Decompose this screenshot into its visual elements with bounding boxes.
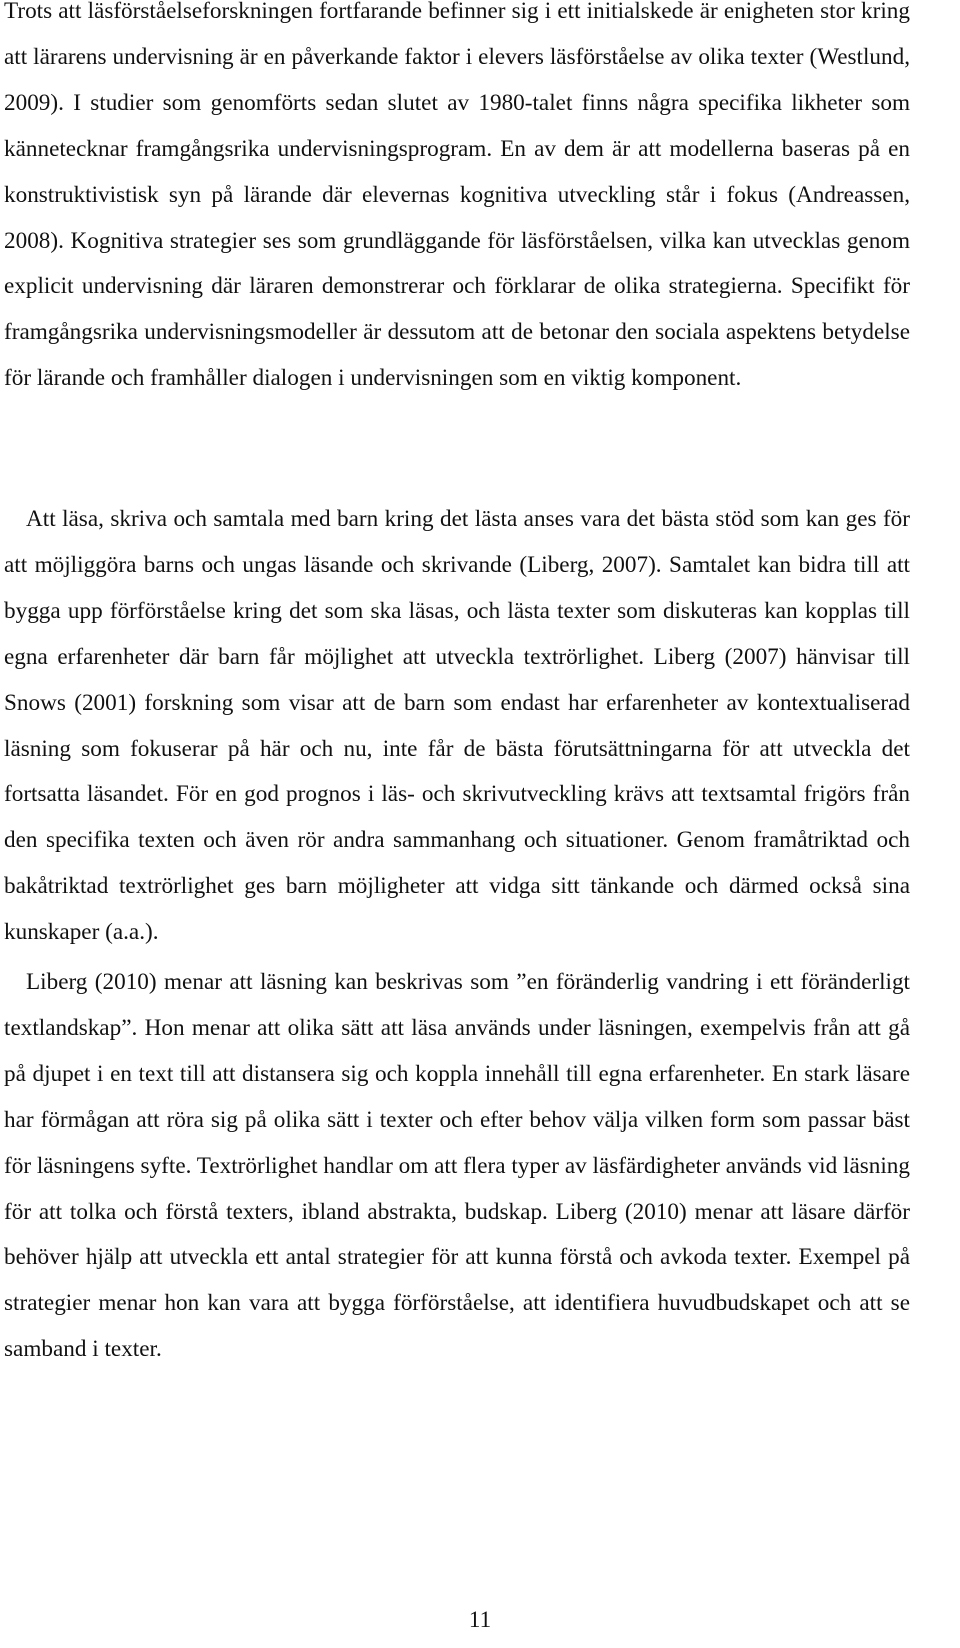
body-paragraph-2: Att läsa, skriva och samtala med barn kring det lästa anses vara det bästa stöd som kan ges för att möjliggöra barns och ungas läsande och skrivande (Liberg, 2007). Samtalet kan bidra till att bygga upp förförståelse kring det som ska läsas, och lästa texter som diskuteras kan kopplas till egna erfarenheter där barn får möjlighet att utveckla textrörlighet. Liberg (2007) hänvisar till Snows (2001) forskning som visar att de barn som endast har erfarenheter av kontextualiserad läsning som fokuserar på här och nu, inte får de bästa förutsättningarna för att utveckla det fortsatta läsandet. För en god prognos i läs- och skrivutveckling krävs att textsamtal frigörs från den specifika texten och även rör andra sammanhang och situationer. Genom framåtriktad och bakåtriktad textrörlighet ges barn möjligheter att vidga sitt tänkande och därmed också sina kunskaper (a.a.). xyxy=(4,506,910,946)
body-paragraph-3: Liberg (2010) menar att läsning kan beskrivas som ”en föränderlig vandring i ett föränderligt textlandskap”. Hon menar att olika sätt att läsa används under läsningen, exempelvis från att gå på djupet i en text till att distansera sig och koppla innehåll till egna erfarenheter. En stark läsare har förmågan att röra sig på olika sätt i texter och efter behov välja vilken form som passar bäst för läsningens syfte. Textrörlighet handlar om att flera typer av läsfärdigheter används vid läsning för att tolka och förstå texters, ibland abstrakta, budskap. Liberg (2010) menar att läsare därför behöver hjälp att utveckla ett antal strategier för att kunna förstå och avkoda texter. Exempel på strategier menar hon kan vara att bygga förförståelse, att identifiera huvudbudskapet och att se samband i texter. xyxy=(4,969,910,1363)
page-number: 11 xyxy=(468,1607,492,1632)
body-paragraph-1: Trots att läsförståelseforskningen fortfarande befinner sig i ett initialskede är enigheten stor kring att lärarens undervisning är en påverkande faktor i elevers läsförståelse av olika texter (Westlund, 2009). I studier som genomförts sedan slutet av 1980-talet finns några specifika likheter som kännetecknar framgångsrika undervisningsprogram. En av dem är att modellerna baseras på en konstruktivistisk syn på lärande där elevernas kognitiva utveckling står i fokus (Andreassen, 2008). Kognitiva strategier ses som grundläggande för läsförståelsen, vilka kan utvecklas genom explicit undervisning där läraren demonstrerar och förklarar de olika strategierna. Specifikt för framgångsrika undervisningsmodeller är dessutom att de betonar den sociala aspektens betydelse för lärande och framhåller dialogen i undervisningen som en viktig komponent. xyxy=(4,0,910,392)
